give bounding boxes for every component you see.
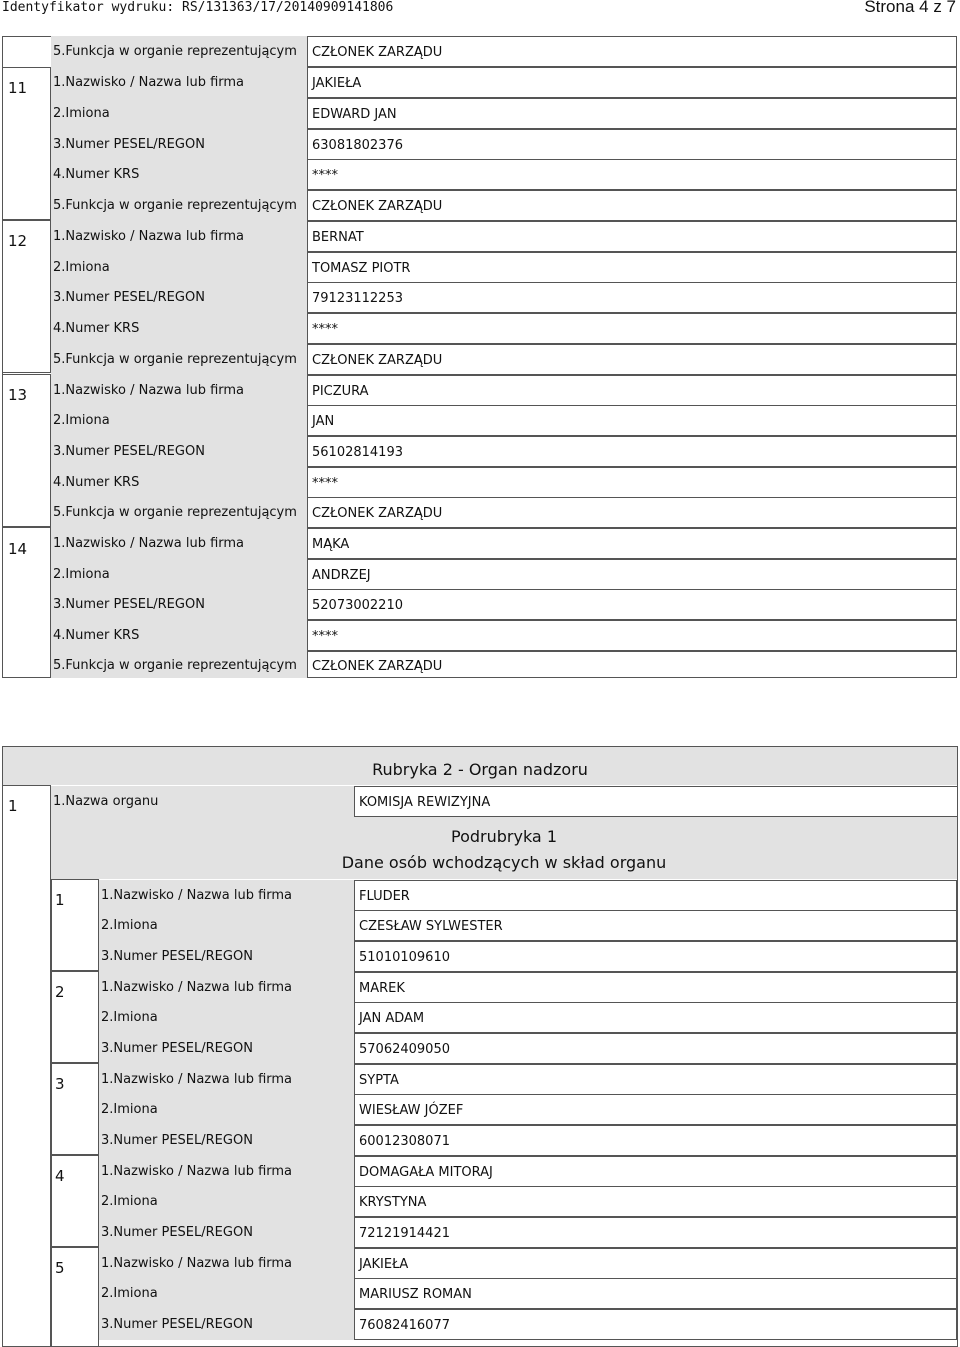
surname-label: 1.Nazwisko / Nazwa lub firma — [51, 221, 307, 252]
subsection-title — [51, 817, 957, 879]
surname-label: 1.Nazwisko / Nazwa lub firma — [51, 67, 307, 98]
surname-value: SYPTA — [354, 1064, 957, 1095]
pesel-label: 3.Numer PESEL/REGON — [99, 1125, 354, 1156]
names-label: 2.Imiona — [51, 405, 307, 436]
function-label: 5.Funkcja w organie reprezentującym — [51, 344, 307, 375]
surname-value: MĄKA — [307, 528, 957, 559]
surname-row — [51, 528, 957, 559]
surname-row — [51, 67, 957, 98]
krs-value: **** — [307, 313, 957, 344]
names-label: 2.Imiona — [99, 1094, 354, 1125]
names-value: TOMASZ PIOTR — [307, 252, 957, 283]
names-row — [99, 1094, 957, 1125]
surname-row — [99, 1248, 957, 1279]
function-value: CZŁONEK ZARZĄDU — [307, 651, 957, 678]
pesel-label: 3.Numer PESEL/REGON — [51, 589, 307, 620]
function-row — [51, 190, 957, 221]
pesel-value: 57062409050 — [354, 1033, 957, 1064]
krs-value: **** — [307, 467, 957, 498]
print-identifier: Identyfikator wydruku: RS/131363/17/20140909141806 — [2, 0, 394, 15]
surname-value: BERNAT — [307, 221, 957, 252]
pesel-value: 56102814193 — [307, 436, 957, 467]
organ-name-row — [51, 786, 958, 817]
surname-row — [99, 880, 957, 911]
names-label: 2.Imiona — [51, 98, 307, 129]
subsection-title-2: Dane osób wchodzących w skład organu — [341, 853, 667, 872]
function-value: CZŁONEK ZARZĄDU — [307, 344, 957, 375]
names-label: 2.Imiona — [51, 559, 307, 590]
surname-value: DOMAGAŁA MITORAJ — [354, 1156, 957, 1187]
krs-label: 4.Numer KRS — [51, 159, 307, 190]
surname-value: MAREK — [354, 972, 957, 1003]
print-header — [0, 0, 960, 14]
pesel-row — [99, 1033, 957, 1064]
pesel-row — [99, 1125, 957, 1156]
surname-row — [99, 972, 957, 1003]
names-value: CZESŁAW SYLWESTER — [354, 910, 957, 941]
pesel-row — [51, 129, 957, 160]
member-number: 4 — [55, 1167, 65, 1185]
pesel-value: 60012308071 — [354, 1125, 957, 1156]
pesel-value: 76082416077 — [354, 1309, 957, 1340]
organ-number-column — [2, 785, 51, 1347]
page-number: Strona 4 z 7 — [864, 0, 956, 16]
member-number: 1 — [55, 891, 65, 909]
function-label: 5.Funkcja w organie reprezentującym — [51, 497, 307, 528]
surname-label: 1.Nazwisko / Nazwa lub firma — [99, 1248, 354, 1279]
names-row — [99, 910, 957, 941]
surname-row — [51, 375, 957, 406]
function-row — [51, 497, 957, 528]
pesel-value: 52073002210 — [307, 589, 957, 620]
surname-label: 1.Nazwisko / Nazwa lub firma — [51, 528, 307, 559]
section-title — [3, 747, 957, 785]
surname-value: FLUDER — [354, 880, 957, 911]
function-row — [51, 651, 957, 678]
krs-row — [51, 313, 957, 344]
organ-number: 1 — [8, 797, 18, 815]
function-row — [51, 344, 957, 375]
organ-name-label: 1.Nazwa organu — [51, 786, 354, 817]
surname-row — [99, 1064, 957, 1095]
pesel-label: 3.Numer PESEL/REGON — [99, 1217, 354, 1248]
organ-name-value: KOMISJA REWIZYJNA — [354, 786, 958, 817]
surname-value: JAKIEŁA — [354, 1248, 957, 1279]
krs-row — [51, 620, 957, 651]
function-value: CZŁONEK ZARZĄDU — [307, 497, 957, 528]
names-value: ANDRZEJ — [307, 559, 957, 590]
surname-label: 1.Nazwisko / Nazwa lub firma — [99, 1064, 354, 1095]
names-row — [51, 252, 957, 283]
pesel-row — [51, 282, 957, 313]
pesel-row — [99, 941, 957, 972]
names-label: 2.Imiona — [99, 1278, 354, 1309]
pesel-value: 79123112253 — [307, 282, 957, 313]
member-number: 3 — [55, 1075, 65, 1093]
names-value: KRYSTYNA — [354, 1186, 957, 1217]
pesel-label: 3.Numer PESEL/REGON — [99, 1309, 354, 1340]
function-value: CZŁONEK ZARZĄDU — [307, 190, 957, 221]
surname-label: 1.Nazwisko / Nazwa lub firma — [99, 972, 354, 1003]
names-label: 2.Imiona — [51, 252, 307, 283]
names-value: JAN ADAM — [354, 1002, 957, 1033]
pesel-label: 3.Numer PESEL/REGON — [99, 941, 354, 972]
surname-row — [99, 1156, 957, 1187]
function-label: 5.Funkcja w organie reprezentującym — [51, 651, 307, 678]
krs-row — [51, 159, 957, 190]
pesel-label: 3.Numer PESEL/REGON — [99, 1033, 354, 1064]
function-label: 5.Funkcja w organie reprezentującym — [51, 190, 307, 221]
member-number: 13 — [8, 386, 28, 404]
subsection-title-1: Podrubryka 1 — [451, 827, 557, 846]
surname-label: 1.Nazwisko / Nazwa lub firma — [51, 375, 307, 406]
names-row — [51, 405, 957, 436]
pesel-row — [51, 589, 957, 620]
function-value: CZŁONEK ZARZĄDU — [307, 36, 957, 67]
pesel-row — [99, 1309, 957, 1340]
names-row — [51, 98, 957, 129]
names-value: EDWARD JAN — [307, 98, 957, 129]
names-value: JAN — [307, 405, 957, 436]
member-number: 5 — [55, 1259, 65, 1277]
pesel-label: 3.Numer PESEL/REGON — [51, 436, 307, 467]
pesel-value: 51010109610 — [354, 941, 957, 972]
names-label: 2.Imiona — [99, 1002, 354, 1033]
names-row — [51, 559, 957, 590]
krs-row — [51, 467, 957, 498]
surname-label: 1.Nazwisko / Nazwa lub firma — [99, 880, 354, 911]
names-label: 2.Imiona — [99, 1186, 354, 1217]
krs-label: 4.Numer KRS — [51, 467, 307, 498]
names-label: 2.Imiona — [99, 910, 354, 941]
member-number: 11 — [8, 79, 28, 97]
krs-label: 4.Numer KRS — [51, 620, 307, 651]
krs-value: **** — [307, 620, 957, 651]
board-first-function-row — [51, 36, 957, 67]
surname-row — [51, 221, 957, 252]
names-row — [99, 1002, 957, 1033]
surname-label: 1.Nazwisko / Nazwa lub firma — [99, 1156, 354, 1187]
names-row — [99, 1278, 957, 1309]
member-number: 12 — [8, 232, 28, 250]
pesel-value: 63081802376 — [307, 129, 957, 160]
pesel-row — [99, 1217, 957, 1248]
section-title-text: Rubryka 2 - Organ nadzoru — [372, 760, 588, 779]
pesel-value: 72121914421 — [354, 1217, 957, 1248]
surname-value: JAKIEŁA — [307, 67, 957, 98]
names-value: MARIUSZ ROMAN — [354, 1278, 957, 1309]
pesel-label: 3.Numer PESEL/REGON — [51, 129, 307, 160]
pesel-label: 3.Numer PESEL/REGON — [51, 282, 307, 313]
names-value: WIESŁAW JÓZEF — [354, 1094, 957, 1125]
surname-value: PICZURA — [307, 375, 957, 406]
krs-value: **** — [307, 159, 957, 190]
pesel-row — [51, 436, 957, 467]
function-label: 5.Funkcja w organie reprezentującym — [51, 36, 307, 67]
names-row — [99, 1186, 957, 1217]
member-number: 14 — [8, 540, 28, 558]
krs-label: 4.Numer KRS — [51, 313, 307, 344]
member-number: 2 — [55, 983, 65, 1001]
